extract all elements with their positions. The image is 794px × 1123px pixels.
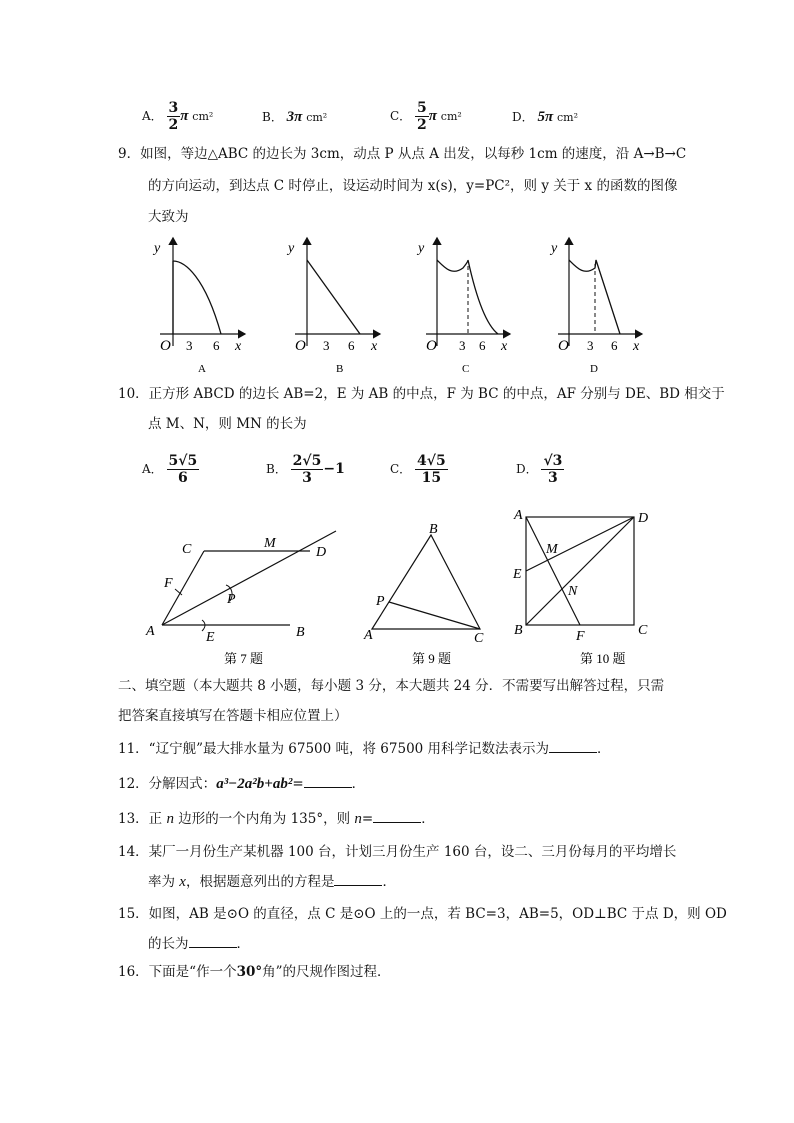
graph-a-curve — [173, 261, 221, 334]
svg-text:E: E — [206, 630, 215, 645]
graph-c-caption: C — [462, 363, 470, 375]
graph-b — [286, 238, 380, 375]
svg-text:y: y — [418, 241, 425, 256]
figure-7-caption: 第 7 题 — [224, 651, 264, 666]
graph-a-origin: O — [160, 338, 171, 354]
graph-a-caption: A — [198, 363, 206, 375]
q16: 16．下面是“作一个30°角”的尺规作图过程． — [118, 964, 391, 980]
svg-text:B: B — [514, 623, 523, 638]
svg-text:3: 3 — [587, 338, 594, 353]
q15-answer-blank — [189, 935, 237, 948]
q8-option-a: A． $\frac{3}{2}$ π cm² — [142, 100, 214, 133]
svg-text:O: O — [295, 338, 306, 354]
svg-text:6: 6 — [479, 338, 486, 353]
svg-text:3: 3 — [459, 338, 466, 353]
svg-text:F: F — [576, 629, 585, 644]
figure-9-caption: 第 9 题 — [412, 651, 452, 666]
graph-a-y-label: y — [154, 241, 161, 256]
q8-option-b: B． 3π cm² — [262, 109, 328, 125]
q15-line1: 15．如图，AB 是⊙O 的直径，点 C 是⊙O 上的一点，若 BC=3，AB=5，OD⊥BC 于点 D，则 OD — [118, 906, 727, 922]
section2-line2: 把答案直接填写在答题卡相应位置上） — [118, 708, 348, 724]
svg-text:N: N — [568, 584, 578, 599]
figure-10 — [512, 508, 648, 666]
q15-line2: 的长为 ． — [148, 936, 250, 952]
q14-line2: 率为 x，根据题意列出的方程是 ． — [148, 874, 396, 890]
q12: 12．分解因式：a³−2a²b+ab²= ． — [118, 776, 366, 792]
graph-a — [152, 238, 245, 375]
graph-a-tick-6: 6 — [213, 338, 220, 353]
svg-text:B: B — [429, 522, 438, 537]
figure-7 — [145, 531, 336, 666]
q9-graphs — [140, 232, 680, 377]
q10-line1: 10．正方形 ABCD 的边长 AB=2，E 为 AB 的中点，F 为 BC 的中点，AF 分别与 DE、BD 相交于 — [118, 386, 725, 402]
q13-answer-blank — [373, 810, 421, 823]
q10-option-a: A． $\frac{5√5}{6}$ — [142, 453, 198, 486]
q8-option-d: D． 5π cm² — [512, 109, 578, 125]
graph-d-caption: D — [590, 363, 598, 375]
svg-text:C: C — [182, 542, 192, 557]
q9-line2: 的方向运动，到达点 C 时停止，设运动时间为 x(s)，y=PC²，则 y 关于 x 的函数的图像 — [148, 178, 678, 194]
svg-text:6: 6 — [611, 338, 618, 353]
svg-text:D: D — [638, 511, 649, 526]
svg-text:3: 3 — [323, 338, 330, 353]
svg-text:A: A — [514, 508, 523, 523]
svg-text:x: x — [501, 339, 508, 354]
graph-a-x-label: x — [235, 339, 242, 354]
q11: 11．“辽宁舰”最大排水量为 67500 吨，将 67500 用科学记数法表示为 ． — [118, 741, 611, 757]
figure-10-caption: 第 10 题 — [580, 651, 626, 666]
q13: 13．正 n 边形的一个内角为 135°，则 n= ． — [118, 811, 435, 827]
svg-text:C: C — [638, 623, 648, 638]
svg-text:x: x — [633, 339, 640, 354]
svg-text:D: D — [316, 545, 327, 560]
figure-9 — [363, 522, 484, 666]
graph-b-caption: B — [336, 363, 344, 375]
q10-line2: 点 M、N，则 MN 的长为 — [148, 416, 307, 432]
svg-text:M: M — [264, 536, 276, 551]
svg-text:x: x — [371, 339, 378, 354]
svg-text:6: 6 — [348, 338, 355, 353]
svg-text:P: P — [227, 592, 236, 607]
q14-answer-blank — [334, 873, 382, 886]
svg-text:P: P — [376, 594, 385, 609]
figures-row — [140, 505, 670, 670]
svg-text:F: F — [164, 576, 173, 591]
q10-option-d: D． $\frac{√3}{3}$ — [516, 453, 563, 486]
q8-option-c: C． $\frac{5}{2}$ π cm² — [390, 100, 462, 133]
graph-d — [549, 238, 642, 375]
q9-line3: 大致为 — [148, 209, 189, 225]
graph-c — [416, 238, 510, 375]
svg-text:B: B — [296, 625, 305, 640]
svg-text:y: y — [551, 241, 558, 256]
svg-text:y: y — [288, 241, 295, 256]
svg-text:E: E — [513, 567, 522, 582]
graph-a-tick-3: 3 — [186, 338, 193, 353]
q10-option-c: C． $\frac{4√5}{15}$ — [390, 453, 446, 486]
q10-option-b: B． $\frac{2√5}{3}$ −1 — [266, 453, 345, 486]
svg-text:M: M — [546, 542, 558, 557]
section2-line1: 二、填空题（本大题共 8 小题，每小题 3 分，本大题共 24 分．不需要写出解答过程，只需 — [118, 678, 665, 694]
q9-line1: 9．如图，等边△ABC 的边长为 3cm，动点 P 从点 A 出发，以每秒 1cm 的速度，沿 A→B→C — [118, 146, 687, 162]
q14-line1: 14．某厂一月份生产某机器 100 台，计划三月份生产 160 台，设二、三月份每月的平均增长 — [118, 844, 677, 860]
svg-text:O: O — [426, 338, 437, 354]
svg-text:C: C — [474, 631, 484, 646]
q12-answer-blank — [304, 775, 352, 788]
svg-text:A: A — [364, 628, 373, 643]
graph-b-line — [307, 260, 360, 334]
q11-answer-blank — [549, 740, 597, 753]
svg-text:A: A — [146, 624, 155, 639]
svg-text:O: O — [558, 338, 569, 354]
